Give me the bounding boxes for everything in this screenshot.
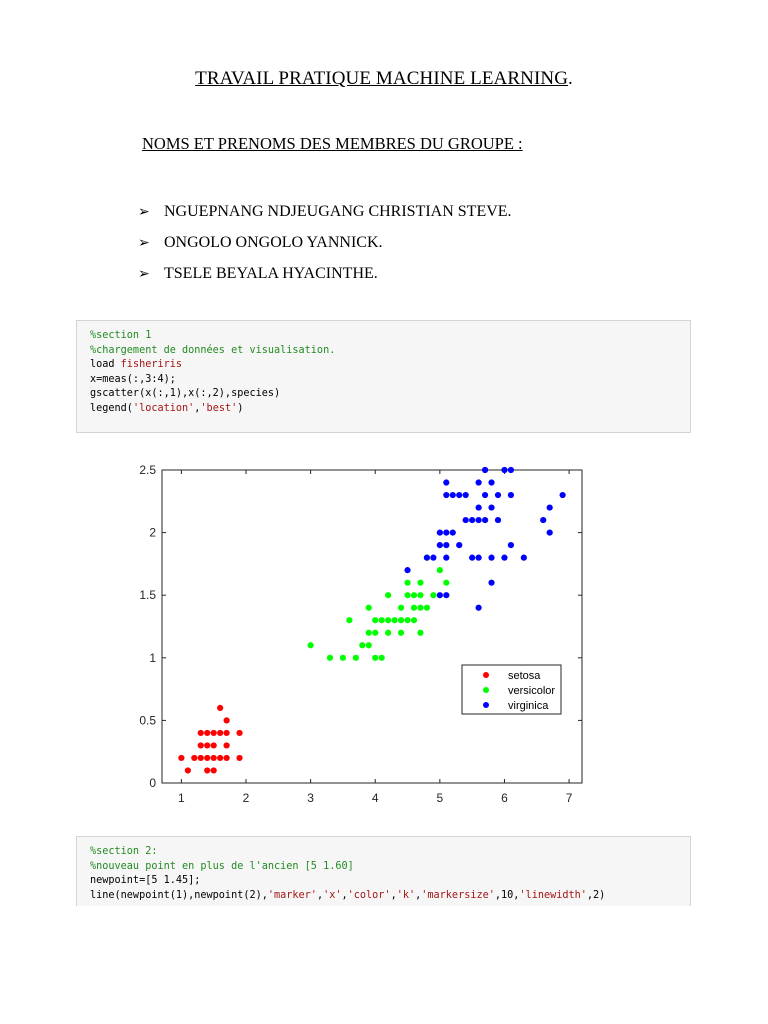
data-point-virginica bbox=[476, 605, 482, 611]
code-token: 'markersize' bbox=[421, 889, 495, 901]
data-point-versicolor bbox=[372, 617, 378, 623]
data-point-versicolor bbox=[404, 617, 410, 623]
code-line bbox=[90, 860, 690, 875]
code-line bbox=[90, 845, 690, 860]
x-tick-label: 5 bbox=[436, 791, 444, 805]
x-tick-label: 4 bbox=[371, 791, 379, 805]
data-point-virginica bbox=[495, 517, 501, 523]
code-token: gscatter(x(:,1),x(:,2),species) bbox=[90, 388, 281, 399]
data-point-virginica bbox=[424, 555, 430, 561]
data-point-versicolor bbox=[417, 580, 423, 586]
data-point-versicolor bbox=[327, 655, 333, 661]
data-point-virginica bbox=[495, 492, 501, 498]
data-point-virginica bbox=[540, 517, 546, 523]
data-point-versicolor bbox=[366, 630, 372, 636]
data-point-virginica bbox=[488, 555, 494, 561]
data-point-versicolor bbox=[404, 580, 410, 586]
y-tick-label: 1 bbox=[149, 650, 156, 665]
data-point-setosa bbox=[198, 742, 204, 748]
data-point-versicolor bbox=[398, 605, 404, 611]
data-point-versicolor bbox=[398, 617, 404, 623]
data-point-virginica bbox=[437, 592, 443, 598]
data-point-virginica bbox=[443, 555, 449, 561]
code-token: , bbox=[415, 889, 422, 901]
x-tick-label: 3 bbox=[307, 791, 314, 805]
data-point-setosa bbox=[211, 730, 217, 736]
data-point-versicolor bbox=[379, 655, 385, 661]
data-point-virginica bbox=[482, 467, 488, 473]
data-point-versicolor bbox=[411, 617, 417, 623]
arrow-bullet-icon: ➢ bbox=[138, 234, 150, 251]
code-token: fisheriris bbox=[120, 359, 183, 370]
data-point-setosa bbox=[211, 755, 217, 761]
data-point-setosa bbox=[224, 742, 230, 748]
data-point-virginica bbox=[463, 517, 469, 523]
code-token: 'best' bbox=[200, 402, 238, 414]
code-token: %chargement de données et visualisation. bbox=[90, 344, 336, 356]
title-period: . bbox=[568, 68, 573, 89]
data-point-setosa bbox=[198, 730, 204, 736]
data-point-virginica bbox=[488, 479, 494, 485]
data-point-virginica bbox=[521, 555, 527, 561]
data-point-versicolor bbox=[372, 630, 378, 636]
data-point-virginica bbox=[430, 555, 436, 561]
data-point-versicolor bbox=[430, 592, 436, 598]
code-token: 'location' bbox=[132, 402, 195, 414]
plot-area bbox=[162, 470, 582, 783]
data-point-setosa bbox=[217, 755, 223, 761]
code-token: 'linewidth' bbox=[519, 889, 587, 901]
data-point-setosa bbox=[211, 767, 217, 773]
code-token: , bbox=[341, 889, 348, 901]
data-point-virginica bbox=[547, 530, 553, 536]
data-point-setosa bbox=[198, 755, 204, 761]
code-line bbox=[90, 889, 690, 904]
data-point-virginica bbox=[450, 492, 456, 498]
data-point-virginica bbox=[476, 479, 482, 485]
data-point-virginica bbox=[508, 492, 514, 498]
code-token: x=meas(:,3:4); bbox=[90, 373, 176, 385]
code-token: ) bbox=[237, 402, 244, 414]
code-token: 'marker' bbox=[267, 889, 317, 901]
member-name: TSELE BEYALA HYACINTHE. bbox=[164, 264, 378, 282]
data-point-versicolor bbox=[308, 642, 314, 648]
data-point-setosa bbox=[191, 755, 197, 761]
data-point-versicolor bbox=[443, 580, 449, 586]
data-point-virginica bbox=[404, 567, 410, 573]
code-token: , bbox=[194, 402, 201, 414]
data-point-virginica bbox=[476, 555, 482, 561]
code-token: 'x' bbox=[323, 889, 342, 901]
code-token: %section 2: bbox=[90, 846, 158, 857]
data-point-virginica bbox=[482, 492, 488, 498]
data-point-virginica bbox=[443, 542, 449, 548]
data-point-virginica bbox=[476, 504, 482, 510]
data-point-virginica bbox=[437, 542, 443, 548]
group-members-heading: NOMS ET PRENOMS DES MEMBRES DU GROUPE : bbox=[142, 134, 523, 153]
data-point-virginica bbox=[547, 504, 553, 510]
data-point-setosa bbox=[236, 730, 242, 736]
data-point-virginica bbox=[443, 492, 449, 498]
y-tick-label: 0 bbox=[149, 776, 156, 790]
y-tick-label: 1.5 bbox=[139, 588, 156, 603]
data-point-versicolor bbox=[411, 592, 417, 598]
data-point-virginica bbox=[456, 492, 462, 498]
data-point-versicolor bbox=[404, 592, 410, 598]
data-point-versicolor bbox=[340, 655, 346, 661]
data-point-versicolor bbox=[437, 567, 443, 573]
data-point-virginica bbox=[463, 492, 469, 498]
legend-label: versicolor bbox=[508, 685, 556, 697]
y-tick-label: 2.5 bbox=[139, 463, 156, 477]
data-point-virginica bbox=[476, 517, 482, 523]
data-point-versicolor bbox=[372, 655, 378, 661]
code-token: newpoint=[5 1.45]; bbox=[90, 875, 201, 886]
data-point-versicolor bbox=[417, 605, 423, 611]
data-point-versicolor bbox=[353, 655, 359, 661]
data-point-virginica bbox=[501, 555, 507, 561]
code-token: %section 1 bbox=[90, 330, 152, 341]
code-token: %nouveau point en plus de l'ancien [5 1.60] bbox=[90, 860, 354, 872]
data-point-versicolor bbox=[424, 605, 430, 611]
data-point-versicolor bbox=[392, 617, 398, 623]
data-point-versicolor bbox=[366, 605, 372, 611]
arrow-bullet-icon: ➢ bbox=[138, 203, 150, 220]
data-point-versicolor bbox=[417, 630, 423, 636]
data-point-virginica bbox=[443, 479, 449, 485]
data-point-virginica bbox=[482, 517, 488, 523]
data-point-versicolor bbox=[379, 617, 385, 623]
data-point-setosa bbox=[224, 755, 230, 761]
data-point-virginica bbox=[508, 542, 514, 548]
data-point-virginica bbox=[469, 517, 475, 523]
data-point-virginica bbox=[450, 530, 456, 536]
data-point-setosa bbox=[236, 755, 242, 761]
data-point-setosa bbox=[217, 730, 223, 736]
data-point-virginica bbox=[443, 592, 449, 598]
arrow-bullet-icon: ➢ bbox=[138, 265, 150, 282]
y-tick-label: 2 bbox=[149, 525, 156, 540]
code-token: 'k' bbox=[396, 889, 416, 901]
data-point-virginica bbox=[488, 504, 494, 510]
data-point-setosa bbox=[204, 755, 210, 761]
data-point-setosa bbox=[204, 730, 210, 736]
code-token: ,2) bbox=[586, 889, 606, 901]
data-point-virginica bbox=[488, 580, 494, 586]
member-name: NGUEPNANG NDJEUGANG CHRISTIAN STEVE. bbox=[164, 202, 512, 220]
data-point-virginica bbox=[501, 467, 507, 473]
data-point-versicolor bbox=[346, 617, 352, 623]
y-tick-label: 0.5 bbox=[139, 713, 156, 728]
x-tick-label: 1 bbox=[178, 791, 185, 805]
code-line bbox=[90, 874, 690, 889]
data-point-versicolor bbox=[385, 617, 391, 623]
data-point-setosa bbox=[204, 742, 210, 748]
data-point-versicolor bbox=[398, 630, 404, 636]
legend-marker-setosa bbox=[483, 672, 489, 678]
data-point-versicolor bbox=[417, 592, 423, 598]
legend-label: setosa bbox=[508, 670, 541, 682]
code-token: , bbox=[390, 889, 397, 901]
data-point-versicolor bbox=[366, 642, 372, 648]
legend-label: virginica bbox=[508, 700, 549, 712]
data-point-versicolor bbox=[385, 630, 391, 636]
x-tick-label: 2 bbox=[242, 791, 250, 805]
data-point-versicolor bbox=[359, 642, 365, 648]
member-name: ONGOLO ONGOLO YANNICK. bbox=[164, 233, 383, 251]
code-token: , bbox=[316, 889, 324, 901]
data-point-virginica bbox=[560, 492, 566, 498]
data-point-setosa bbox=[211, 742, 217, 748]
code-token: ,10, bbox=[494, 889, 520, 901]
code-token: legend( bbox=[90, 402, 133, 414]
data-point-versicolor bbox=[385, 592, 391, 598]
data-point-versicolor bbox=[411, 605, 417, 611]
data-point-virginica bbox=[456, 542, 462, 548]
data-point-virginica bbox=[508, 467, 514, 473]
data-point-setosa bbox=[224, 730, 230, 736]
data-point-setosa bbox=[217, 705, 223, 711]
data-point-virginica bbox=[469, 555, 475, 561]
code-token: line(newpoint(1),newpoint(2), bbox=[90, 889, 268, 901]
code-token: 'color' bbox=[347, 889, 391, 901]
code-block-section-2 bbox=[76, 836, 691, 906]
legend-marker-virginica bbox=[483, 702, 489, 708]
code-token: load bbox=[90, 359, 121, 370]
data-point-setosa bbox=[204, 767, 210, 773]
data-point-virginica bbox=[443, 530, 449, 536]
x-tick-label: 7 bbox=[565, 791, 573, 805]
x-tick-label: 6 bbox=[501, 791, 508, 805]
data-point-setosa bbox=[224, 717, 230, 723]
title-text: TRAVAIL PRATIQUE MACHINE LEARNING bbox=[195, 68, 569, 89]
data-point-setosa bbox=[178, 755, 184, 761]
data-point-virginica bbox=[437, 530, 443, 536]
legend-marker-versicolor bbox=[483, 687, 489, 693]
data-point-setosa bbox=[185, 767, 191, 773]
